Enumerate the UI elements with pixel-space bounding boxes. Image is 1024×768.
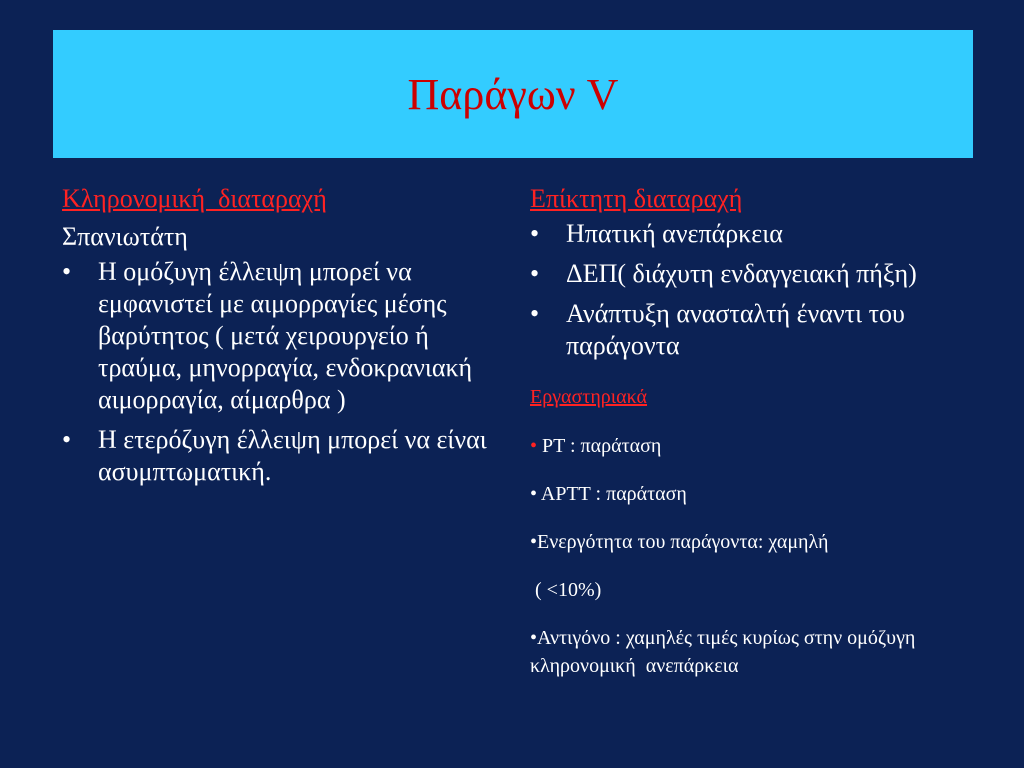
title-band — [53, 30, 973, 158]
list-item — [530, 218, 970, 250]
right-bullet-list — [530, 218, 970, 362]
bullet-icon: • — [530, 435, 538, 457]
slide-title: Παράγων V — [407, 69, 619, 119]
lab-line-activity: •Ενεργότητα του παράγοντα: χαμηλή — [530, 531, 829, 553]
bullet-icon: • — [62, 425, 72, 454]
list-item — [62, 424, 492, 488]
left-column — [62, 180, 492, 496]
bullet-icon: • — [530, 219, 540, 248]
left-subheading: Σπανιωτάτη — [62, 222, 188, 251]
bullet-icon: • — [62, 257, 72, 286]
lab-line-aptt: • APTT : παράταση — [530, 483, 687, 505]
bullet-text: Η ομόζυγη έλλειψη μπορεί να εμφανιστεί με αιμορραγίες μέσης βαρύτητος ( μετά χειρουργείο ή τραύμα, μηνορραγία, ενδοκρανιακή αιμορραγία, αίμαρθρα ) — [98, 257, 473, 414]
bullet-text: Ηπατική ανεπάρκεια — [566, 219, 783, 248]
lab-line-pt: • PT : παράταση — [530, 435, 662, 457]
list-item — [530, 258, 970, 290]
list-item — [530, 298, 970, 362]
lab-line-activity-value: ( <10%) — [530, 579, 602, 601]
lab-line-antigen: •Αντιγόνο : χαμηλές τιμές κυρίως στην ομόζυγη κληρονομική ανεπάρκεια — [530, 627, 921, 677]
list-item — [62, 256, 492, 416]
lab-heading: Εργαστηριακά — [530, 386, 648, 408]
left-heading: Κληρονομική διαταραχή — [62, 184, 327, 213]
right-column — [530, 180, 970, 680]
bullet-text: Η ετερόζυγη έλλειψη μπορεί να είναι ασυμπτωματική. — [98, 425, 487, 486]
right-heading: Επίκτητη διαταραχή — [530, 184, 743, 213]
bullet-text: Ανάπτυξη ανασταλτή έναντι του παράγοντα — [566, 299, 905, 360]
bullet-icon: • — [530, 299, 540, 328]
bullet-text: ΔΕΠ( διάχυτη ενδαγγειακή πήξη) — [566, 259, 917, 288]
bullet-icon: • — [530, 259, 540, 288]
left-bullet-list — [62, 256, 492, 488]
